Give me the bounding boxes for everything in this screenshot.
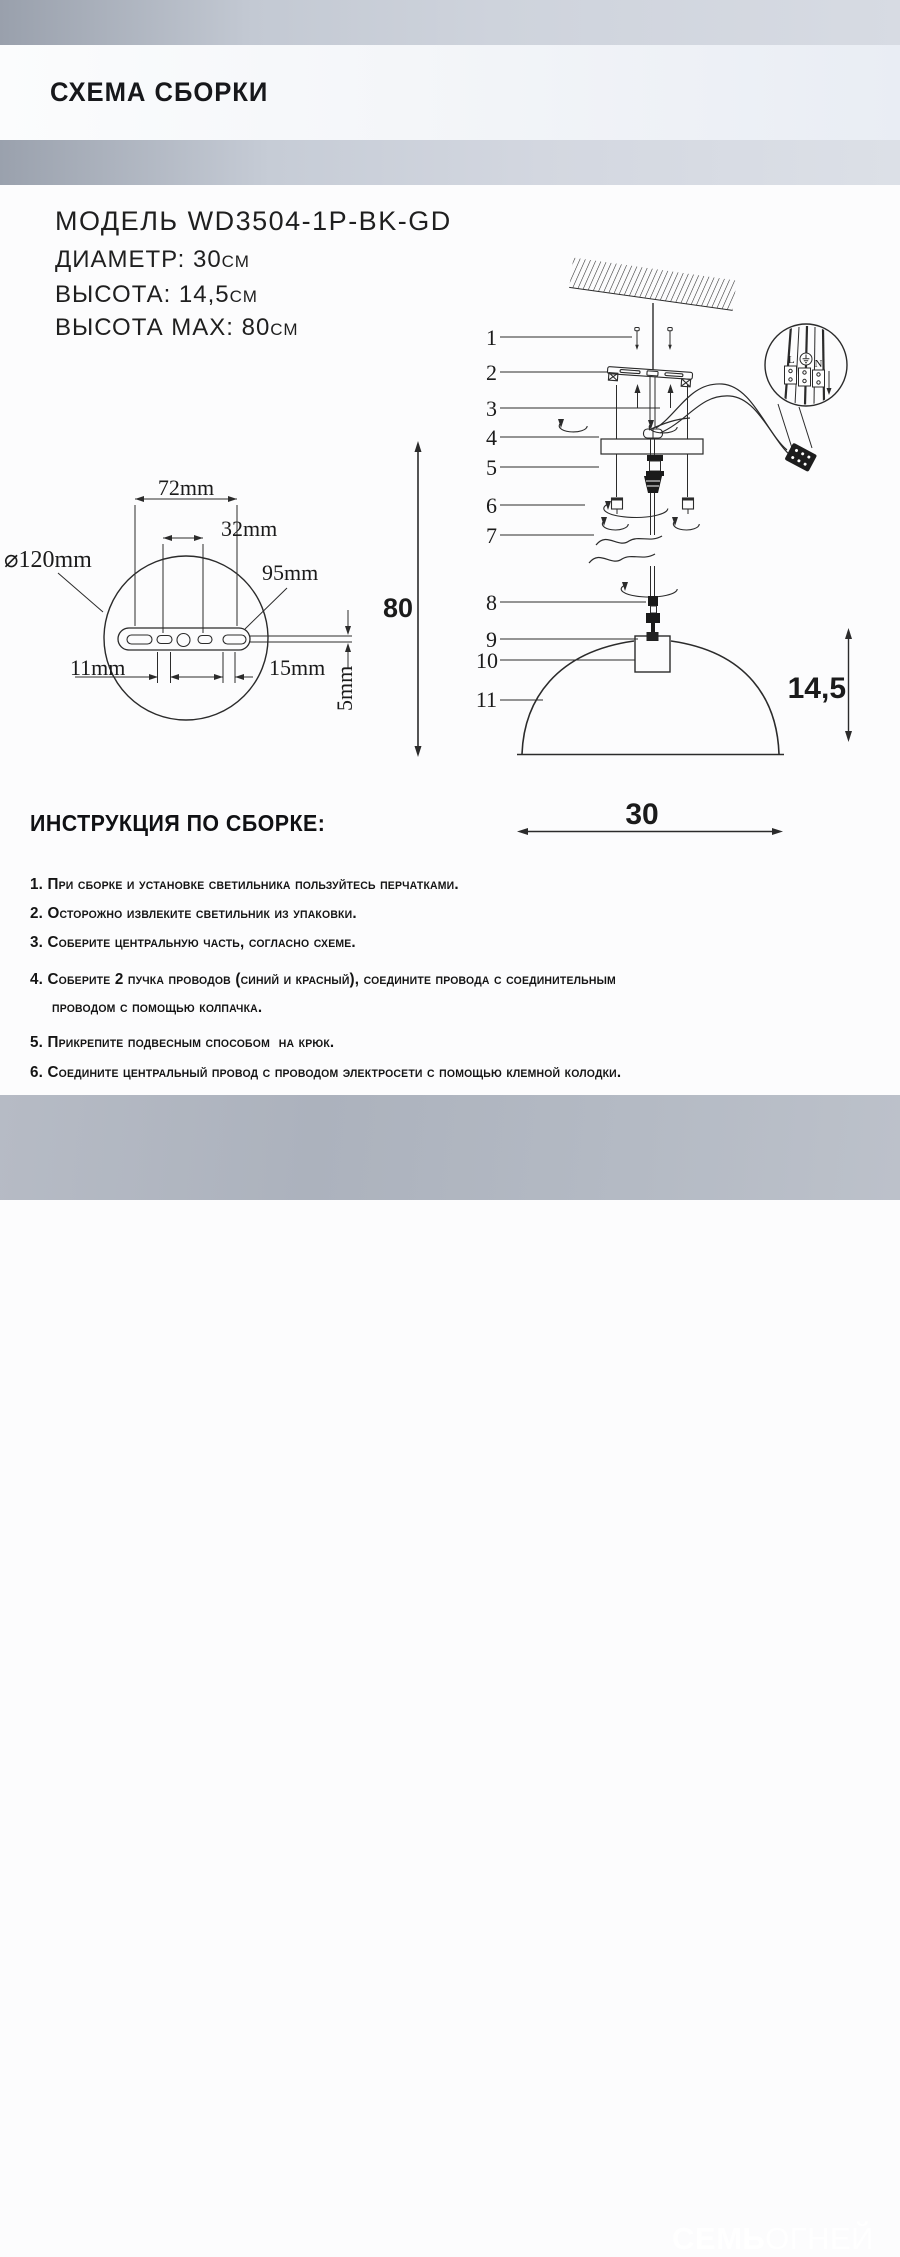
model-name: МОДЕЛЬ WD3504-1P-BK-GD (55, 206, 452, 236)
part-number-9: 9 (486, 627, 497, 652)
label-5mm: 5mm (332, 665, 357, 711)
brand-light: ОГНЕЙ (765, 2221, 874, 2256)
plate-slot-left (127, 635, 152, 644)
instruction-step-6: 6. Соедините центральный провод с проводом электросети с помощью клемной колодки. (30, 1064, 622, 1081)
dim-5mm (345, 610, 351, 668)
terminal-inset (765, 324, 847, 406)
plate-slot-right (223, 635, 246, 644)
label-diameter: ⌀120mm (4, 547, 92, 573)
part-number-10: 10 (476, 648, 498, 673)
label-14-5: 14,5 (787, 672, 846, 705)
part-number-1: 1 (486, 325, 497, 350)
dim-80-arrow (415, 441, 422, 757)
part-number-7: 7 (486, 523, 497, 548)
label-11mm: 11mm (70, 655, 126, 680)
label-95mm: 95mm (262, 560, 319, 585)
model-diameter: ДИАМЕТР: 30см (55, 246, 250, 273)
model-height-max: ВЫСОТА MAX: 80см (55, 314, 299, 341)
part-side-nuts (612, 498, 694, 514)
part-canopy (601, 439, 703, 454)
label-30: 30 (625, 798, 659, 831)
ceiling-hatch (569, 258, 737, 311)
instructions-heading: ИНСТРУКЦИЯ ПО СБОРКЕ: (30, 810, 326, 836)
part-number-3: 3 (486, 396, 497, 421)
part-nut (644, 429, 663, 438)
label-72mm: 72mm (157, 475, 215, 500)
instruction-step-4-continued: проводом с помощью колпачка. (52, 999, 263, 1016)
part-socket-box (635, 636, 670, 672)
footer-band (0, 1095, 900, 2256)
instruction-step-3: 3. Соберите центральную часть, согласно схеме. (30, 934, 356, 951)
dim-diameter-leader (58, 573, 103, 612)
part-number-2: 2 (486, 360, 497, 385)
instruction-step-2: 2. Осторожно извлеките светильник из упаковки. (30, 905, 357, 922)
dim-height-arrow (845, 628, 852, 742)
wire-break (589, 536, 662, 563)
mounting-plate-drawing (58, 441, 422, 757)
assembly-diagram (500, 258, 852, 835)
model-height: ВЫСОТА: 14,5см (55, 281, 258, 308)
part-connector-top (644, 455, 664, 493)
page-title: СХЕМА СБОРКИ (50, 77, 269, 107)
plate-hole-left (157, 636, 172, 644)
plate-hole-right (198, 636, 212, 644)
terminal-n-label: N (814, 358, 823, 370)
part-number-5: 5 (486, 455, 497, 480)
rotation-arc-lower (621, 582, 677, 597)
wire-connector-block (784, 443, 817, 472)
part-number-8: 8 (486, 590, 497, 615)
part-connector-lower (646, 596, 660, 641)
part-number-11: 11 (475, 687, 497, 712)
plate-center-hole (177, 634, 190, 647)
plate-circle (104, 556, 268, 720)
brand-logo (672, 2221, 874, 2257)
label-15mm: 15mm (269, 655, 326, 680)
dim-32mm (163, 535, 203, 633)
up-arrows (635, 384, 674, 408)
part-number-4: 4 (486, 425, 497, 450)
instruction-step-4: 4. Соберите 2 пучка проводов (синий и красный), соедините провода с соединительным (30, 971, 616, 988)
brand-bold: СЕМЬ (672, 2221, 766, 2256)
instruction-step-5: 5. Прикрепите подвесным способом на крюк. (30, 1034, 335, 1051)
part-number-6: 6 (486, 493, 497, 518)
label-80: 80 (382, 593, 413, 623)
terminal-l-label: L (788, 354, 795, 366)
instruction-step-1: 1. При сборке и установке светильника пользуйтесь перчатками. (30, 876, 459, 893)
label-32mm: 32mm (221, 516, 278, 541)
